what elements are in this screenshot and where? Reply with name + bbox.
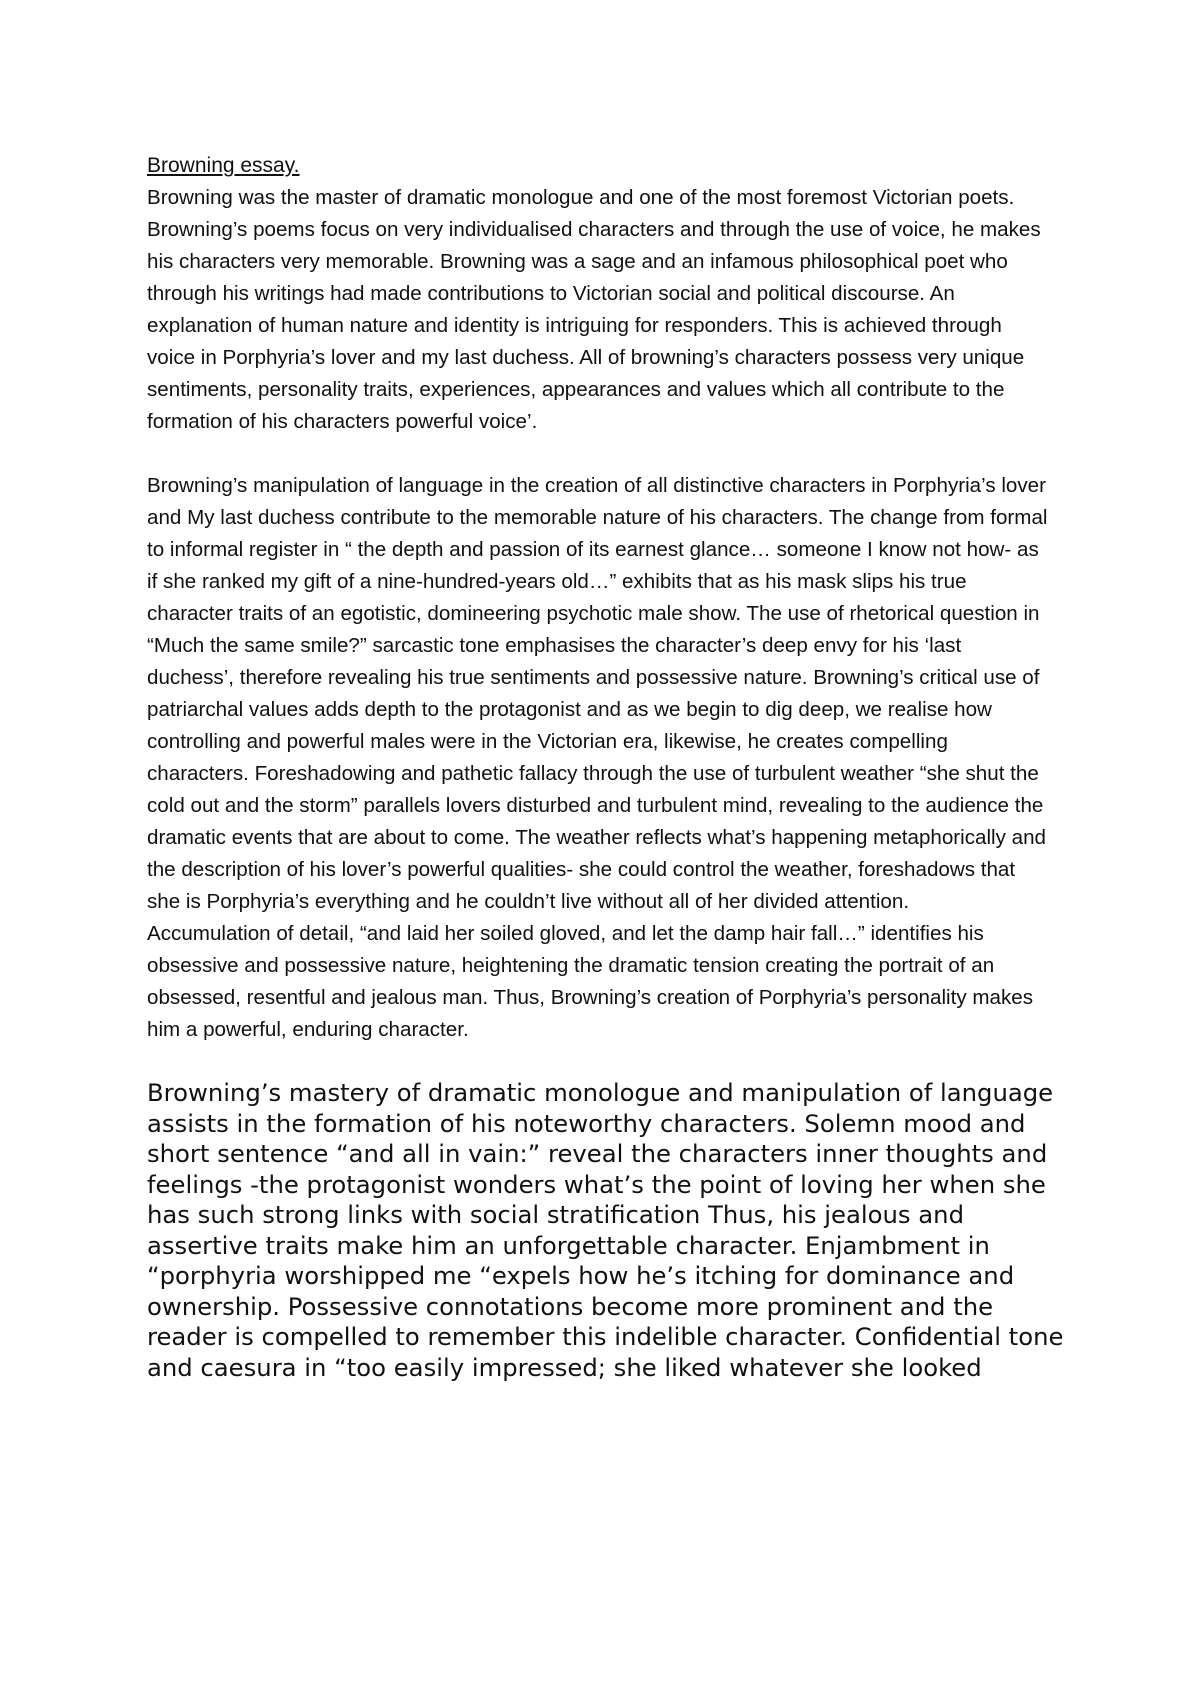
paragraph-introduction: Browning was the master of dramatic monologue and one of the most foremost Victorian poets. Browning’s poems focus on very individualised characters and through the use of voice, he makes his characters very memorable. Browning was a sage and an infamous philosophical poet who through his writings had made contributions to Victorian social and political discourse. An explanation of human nature and identity is intriguing for responders. This is achieved through voice in Porphyria’s lover and my last duchess. All of browning’s characters possess very unique sentiments, personality traits, experiences, appearances and values which all contribute to the formation of his characters powerful voice’. — [147, 186, 1041, 433]
document-title: Browning essay. — [147, 154, 300, 177]
paragraph-language-manipulation: Browning’s manipulation of language in the creation of all distinctive characters in Porphyria’s lover and My last duchess contribute to the memorable nature of his characters. The change from formal to informal register in “ the depth and passion of its earnest glance… someone I know not how- as if she ranked my gift of a nine-hundred-years old…” exhibits that as his mask slips his true character traits of an egotistic, domineering psychotic male show. The use of rhetorical question in “Much the same smile?” sarcastic tone emphasises the character’s deep envy for his ‘last duchess’, therefore revealing his true sentiments and possessive nature. Browning’s critical use of patriarchal values adds depth to the protagonist and as we begin to dig deep, we realise how controlling and powerful males were in the Victorian era, likewise, he creates compelling characters. Foreshadowing and pathetic fallacy through the use of turbulent weather “she shut the cold out and the storm” parallels lovers disturbed and turbulent mind, revealing to the audience the dramatic events that are about to come. The weather reflects what’s happening metaphorically and the description of his lover’s powerful qualities- she could control the weather, foreshadows that she is Porphyria’s everything and he couldn’t live without all of her divided attention. — [147, 474, 1048, 913]
document-body — [147, 150, 1067, 1383]
paragraph-accumulation-of-detail: Accumulation of detail, “and laid her soiled gloved, and let the damp hair fall…” identifies his obsessive and possessive nature, heightening the dramatic tension creating the portrait of an obsessed, resentful and jealous man. Thus, Browning’s creation of Porphyria’s personality makes him a powerful, enduring character. — [147, 922, 1034, 1041]
paragraph-dramatic-monologue: Browning’s mastery of dramatic monologue and manipulation of language assists in the formation of his noteworthy characters. Solemn mood and short sentence “and all in vain:” reveal the characters inner thoughts and feelings -the protagonist wonders what’s the point of loving her when she has such strong links with social stratification Thus, his jealous and assertive traits make him an unforgettable character. Enjambment in “porphyria worshipped me “expels how he’s itching for dominance and ownership. Possessive connotations become more prominent and the reader is compelled to remember this indelible character. Confidential tone and caesura in “too easily impressed; she liked whatever she looked — [147, 1078, 1064, 1382]
paragraph-spacer — [147, 438, 1067, 470]
